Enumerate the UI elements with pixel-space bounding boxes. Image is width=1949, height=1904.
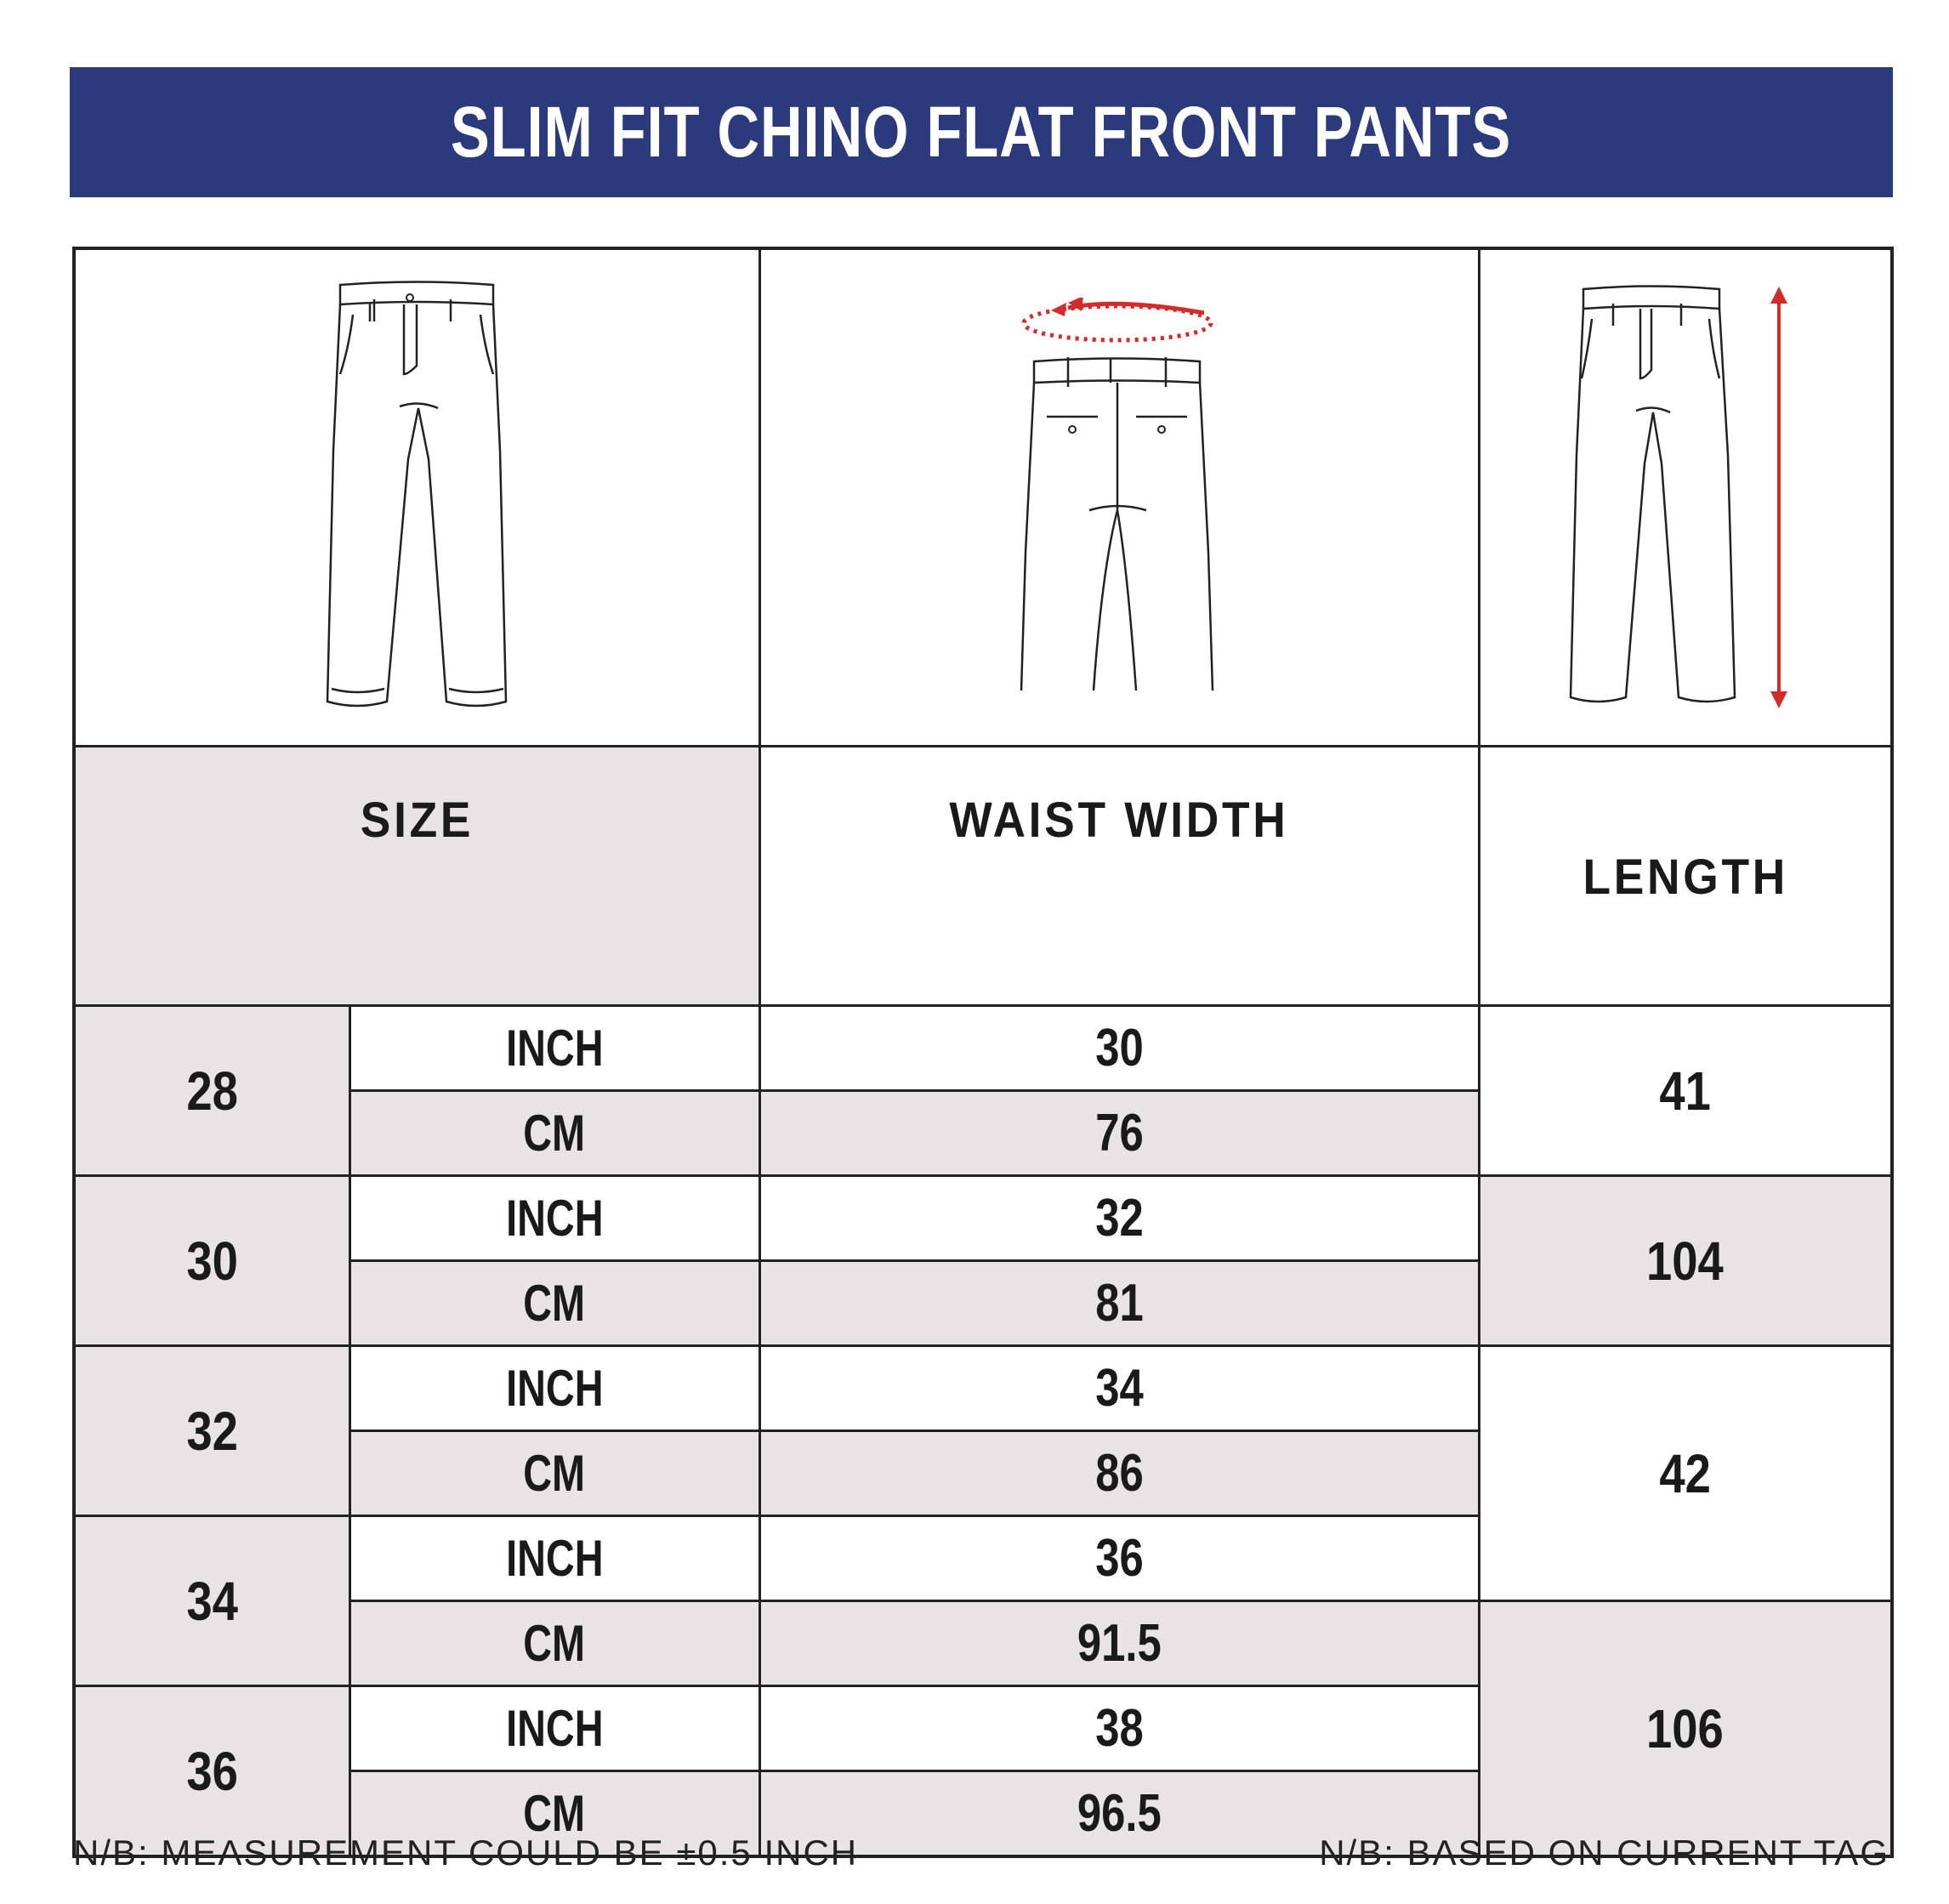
waist-cm-value: 86 — [759, 1431, 1479, 1516]
waist-inch-value: 32 — [759, 1176, 1479, 1261]
waist-inch-value: 30 — [759, 1006, 1479, 1091]
page-title: SLIM FIT CHINO FLAT FRONT PANTS — [451, 92, 1512, 172]
footnote-tag: N/B: BASED ON CURRENT TAG — [1319, 1833, 1889, 1873]
table-row — [74, 1346, 1892, 1431]
unit-cm: CM — [349, 1091, 759, 1176]
header-length: LENGTH — [1479, 747, 1892, 1006]
table-row — [74, 1176, 1892, 1261]
length-illustration-cell — [1479, 248, 1892, 747]
size-cell: 34 — [74, 1516, 349, 1686]
title-banner — [70, 67, 1893, 197]
table-row — [74, 1006, 1892, 1091]
pants-front-icon — [323, 281, 510, 714]
length-value: 42 — [1479, 1346, 1892, 1601]
waist-inch-value: 36 — [759, 1516, 1479, 1601]
illustration-row — [74, 248, 1892, 747]
unit-inch: INCH — [349, 1346, 759, 1431]
waist-cm-value: 91.5 — [759, 1601, 1479, 1686]
size-chart-table — [72, 247, 1894, 1858]
length-value: 41 — [1479, 1006, 1892, 1176]
unit-inch: INCH — [349, 1176, 759, 1261]
waist-inch-value: 38 — [759, 1686, 1479, 1771]
size-cell: 28 — [74, 1006, 349, 1176]
size-cell: 36 — [74, 1686, 349, 1857]
waist-cm-value: 81 — [759, 1261, 1479, 1346]
length-value: 104 — [1479, 1176, 1892, 1346]
pants-back-waist-icon — [1017, 298, 1221, 697]
size-cell: 30 — [74, 1176, 349, 1346]
footnote-tolerance: N/B: MEASUREMENT COULD BE ±0.5 INCH — [73, 1833, 859, 1873]
waist-cm-value: 76 — [759, 1091, 1479, 1176]
pants-length-icon — [1566, 285, 1804, 710]
unit-cm: CM — [349, 1601, 759, 1686]
header-size: SIZE — [74, 747, 759, 1006]
header-waist-width: WAIST WIDTH — [759, 747, 1479, 1006]
unit-cm: CM — [349, 1431, 759, 1516]
unit-inch: INCH — [349, 1516, 759, 1601]
header-row — [74, 747, 1892, 1006]
front-illustration-cell — [74, 248, 759, 747]
unit-inch: INCH — [349, 1006, 759, 1091]
waist-cm-value: 96.5 — [759, 1771, 1479, 1857]
unit-cm: CM — [349, 1771, 759, 1857]
waist-illustration-cell — [759, 248, 1479, 747]
unit-cm: CM — [349, 1261, 759, 1346]
waist-inch-value: 34 — [759, 1346, 1479, 1431]
length-value: 106 — [1479, 1601, 1892, 1857]
unit-inch: INCH — [349, 1686, 759, 1771]
size-cell: 32 — [74, 1346, 349, 1516]
